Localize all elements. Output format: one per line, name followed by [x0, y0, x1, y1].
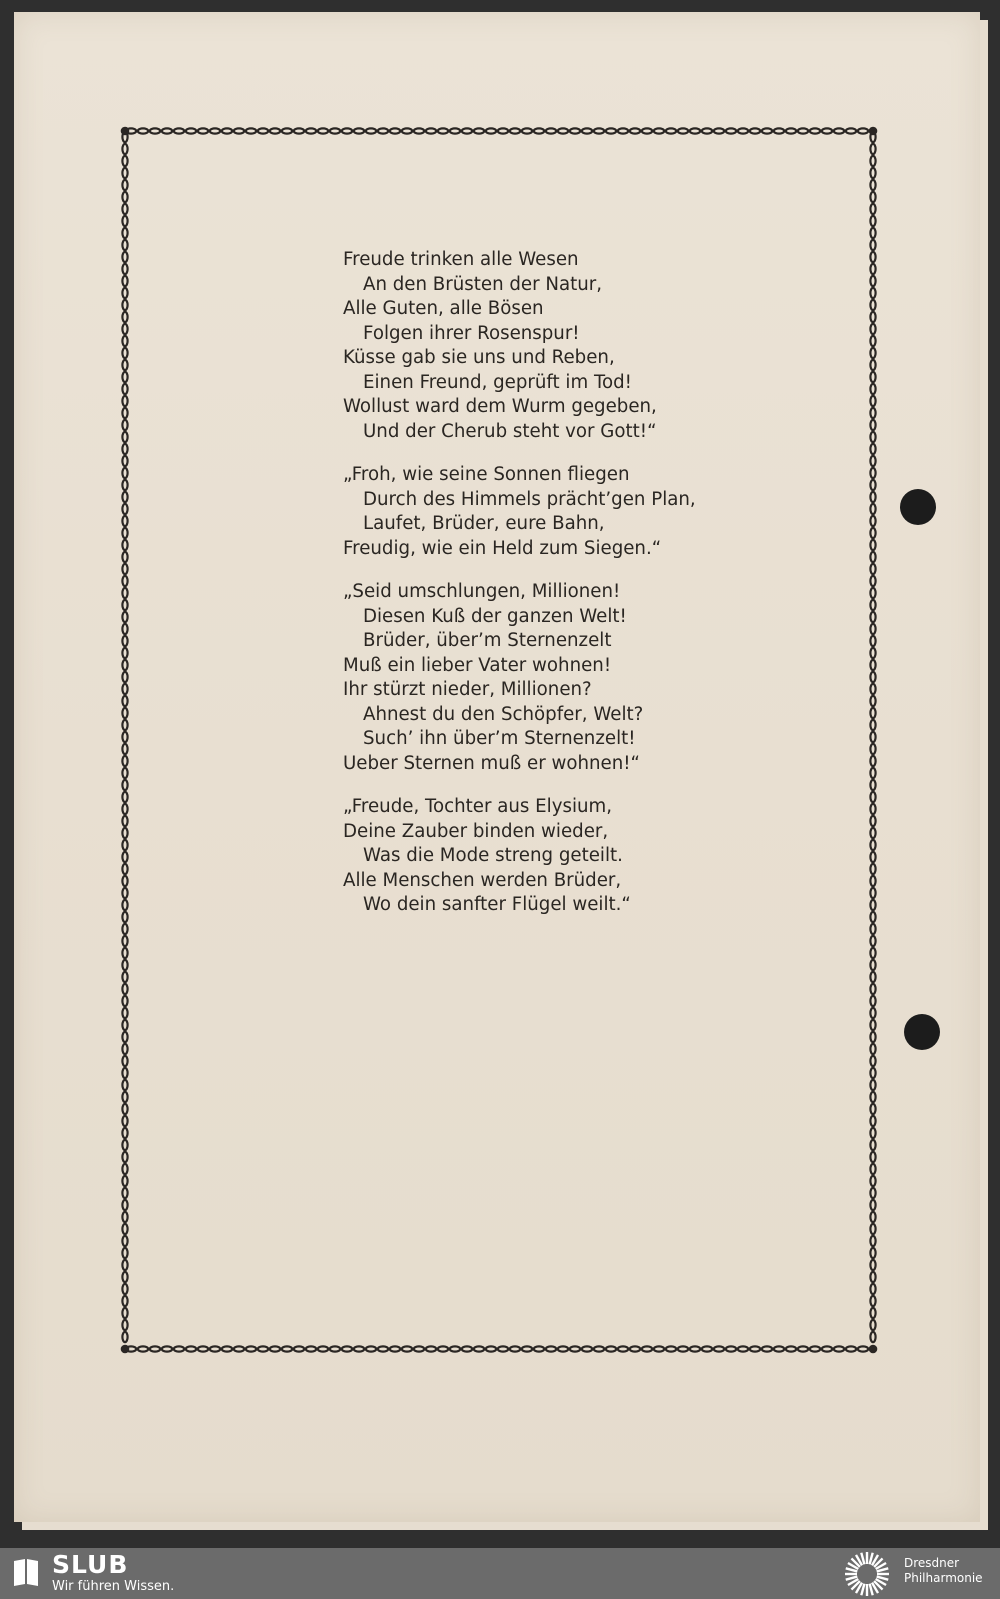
philharmonie-line1: Dresdner	[904, 1556, 960, 1570]
poem-line: Wo dein sanfter Flügel weilt.“	[363, 894, 631, 915]
philharmonie-line2: Philharmonie	[904, 1571, 983, 1585]
poem-line: Deine Zauber binden wieder,	[343, 820, 609, 842]
slub-tagline: Wir führen Wissen.	[52, 1579, 175, 1594]
poem-stanza	[343, 248, 763, 444]
poem-line: Wollust ward dem Wurm gegeben,	[343, 396, 657, 417]
poem-stanza	[343, 463, 763, 561]
poem-stanza	[343, 580, 763, 776]
slub-logo-text: SLUB	[52, 1550, 129, 1579]
poem-line: „Freude, Tochter aus Elysium,	[343, 796, 613, 817]
poem-line: Freudig, wie ein Held zum Siegen.“	[343, 537, 662, 559]
poem-line: Such’ ihn über’m Sternenzelt!	[363, 728, 636, 749]
poem-line: Ueber Sternen muß er wohnen!“	[343, 752, 640, 774]
punch-hole-lower	[904, 1014, 940, 1050]
poem-line: „Seid umschlungen, Millionen!	[343, 581, 621, 602]
punch-hole-upper	[900, 489, 936, 525]
poem-line: Küsse gab sie uns und Reben,	[343, 347, 615, 368]
book-icon	[12, 1557, 40, 1587]
poem-text	[343, 248, 763, 937]
poem-line: Freude trinken alle Wesen	[343, 249, 579, 270]
poem-line: Alle Menschen werden Brüder,	[343, 869, 622, 891]
poem-line: An den Brüsten der Natur,	[363, 273, 603, 295]
poem-line: Muß ein lieber Vater wohnen!	[343, 654, 612, 676]
poem-line: Und der Cherub steht vor Gott!“	[363, 420, 657, 442]
footer-bar	[0, 1548, 1000, 1599]
poem-stanza	[343, 795, 763, 918]
poem-line: Folgen ihrer Rosenspur!	[363, 322, 580, 344]
poem-line: Was die Mode streng geteilt.	[363, 845, 623, 866]
poem-line: Einen Freund, geprüft im Tod!	[363, 371, 632, 393]
poem-line: Durch des Himmels prächt’gen Plan,	[363, 488, 696, 510]
poem-line: Laufet, Brüder, eure Bahn,	[363, 513, 605, 534]
poem-line: Ahnest du den Schöpfer, Welt?	[363, 703, 644, 725]
philharmonie-name	[904, 1556, 983, 1586]
poem-line: Ihr stürzt nieder, Millionen?	[343, 679, 592, 700]
poem-line: Alle Guten, alle Bösen	[343, 298, 544, 319]
poem-line: Diesen Kuß der ganzen Welt!	[363, 605, 627, 627]
poem-line: „Froh, wie seine Sonnen fliegen	[343, 464, 630, 485]
philharmonie-logo-icon	[843, 1550, 891, 1598]
poem-line: Brüder, über’m Sternenzelt	[363, 630, 612, 651]
